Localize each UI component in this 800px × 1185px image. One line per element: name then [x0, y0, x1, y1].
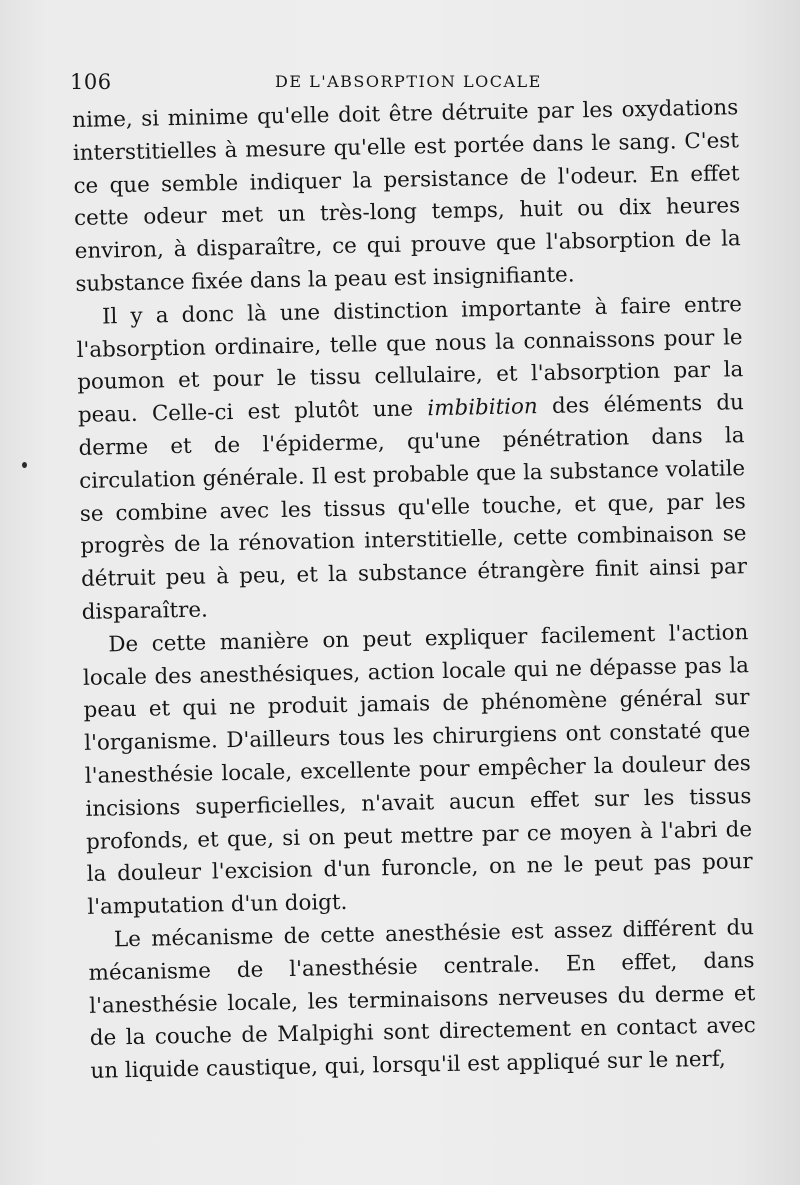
- paragraph-2-text-end: des éléments du derme et de l'épiderme, qu'une pénétration dans la circulation générale. Il est probable que la substance volatile se combine avec les tissus qu'elle touche, et que, par les progrès de la rénovation interstitielle, cette combinaison se détruit peu à peu, et la substance étrangère finit ainsi par disparaître.: [78, 390, 748, 625]
- ink-spot: [22, 462, 27, 468]
- paragraph-4-text: Le mécanisme de cette anesthésie est assez différent du mécanisme de l'anesthésie centrale. En effet, dans l'anesthésie locale, les terminaisons nerveuses du derme et de la couche de Malpighi sont directement en contact avec un liquide caustique, qui, lorsqu'il est appliqué sur le nerf,: [88, 914, 757, 1084]
- paragraph-4: [88, 912, 757, 1089]
- paragraph-2: [76, 289, 748, 630]
- body-text: [72, 92, 757, 1089]
- paragraph-3-text: De cette manière on peut expliquer facilement l'action locale des anesthésiques, action locale qui ne dépasse pas la peau et qui ne produit jamais de phénomène général sur l'organisme. D'ailleurs tous les chirurgiens ont constaté que l'anesthésie locale, excellente pour empêcher la douleur des incisions superficielles, n'avait aucun effet sur les tissus profonds, et que, si on peut mettre par ce moyen à l'abri de la douleur l'excision d'un furoncle, on ne le peut pas pour l'amputation d'un doigt.: [82, 619, 753, 920]
- page-number: 106: [70, 70, 112, 94]
- running-head: DE L'ABSORPTION LOCALE: [275, 72, 542, 91]
- paragraph-2-emphasis: imbibition: [427, 394, 538, 422]
- paragraph-3: [82, 617, 754, 925]
- paragraph-1: [72, 92, 742, 302]
- paragraph-1-text: nime, si minime qu'elle doit être détruite par les oxydations interstitielles à mesure qu'elle est portée dans le sang. C'est ce que semble indiquer la persistance de l'odeur. En effet cette odeur met un très-long temps, huit ou dix heures environ, à disparaître, ce qui prouve que l'absorption de la substance fixée dans la peau est insignifiante.: [72, 95, 741, 297]
- paragraph-2-text-start: Il y a donc là une distinction importante à faire entre l'absorption ordinaire, telle que nous la connaissons pour le poumon et pour le tissu cellulaire, et l'absorption par la peau. Celle-ci est plutôt une: [76, 291, 744, 429]
